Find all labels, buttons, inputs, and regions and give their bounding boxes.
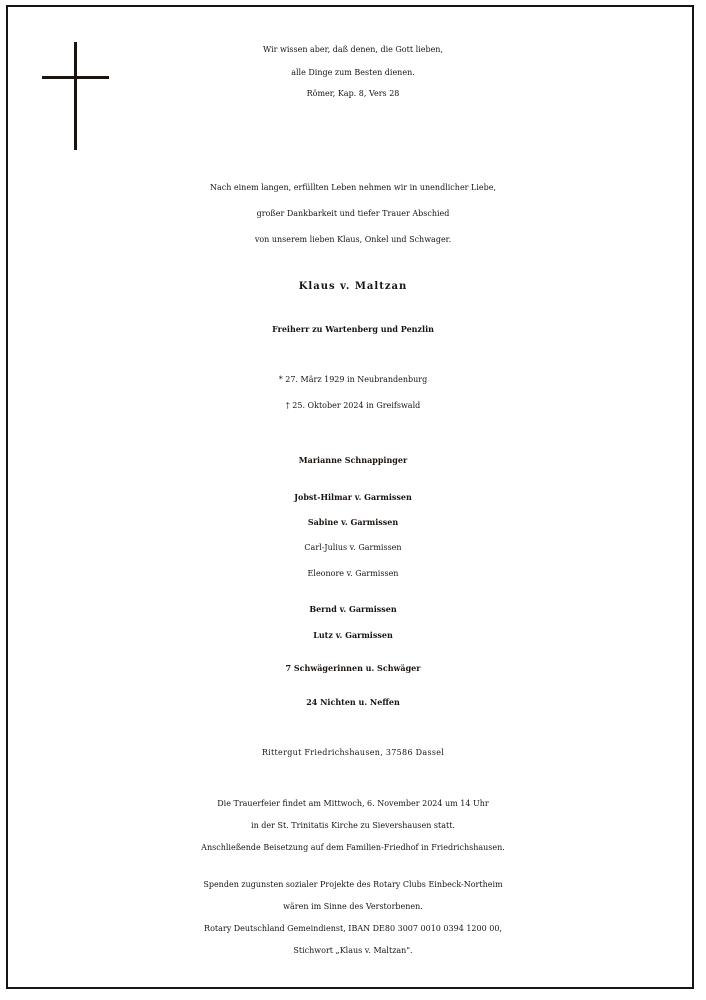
intro-line-2: großer Dankbarkeit und tiefer Trauer Abschied: [256, 209, 450, 218]
deceased-title: Freiherr zu Wartenberg und Penzlin: [272, 324, 434, 334]
deceased-name: Klaus v. Maltzan: [298, 281, 408, 292]
donation-line-2: wären im Sinne des Verstorbenen.: [283, 902, 423, 911]
verse-source: Römer, Kap. 8, Vers 28: [306, 89, 400, 98]
donation-line-3: Rotary Deutschland Gemeindienst, IBAN DE80 3007 0010 0394 1200 00,: [204, 924, 502, 933]
intro-line-1: Nach einem langen, erfüllten Leben nehmen wir in unendlicher Liebe,: [209, 183, 497, 192]
address: Rittergut Friedrichshausen, 37586 Dassel: [261, 748, 445, 757]
funeral-line-3: Anschließende Beisetzung auf dem Familien-Friedhof in Friedrichshausen.: [201, 843, 505, 852]
mourner-6: Bernd v. Garmissen: [309, 604, 397, 614]
birth-date: * 27. März 1929 in Neubrandenburg: [278, 375, 428, 384]
verse-line-1: Wir wissen aber, daß denen, die Gott lieben,: [262, 45, 443, 54]
mourner-3: Sabine v. Garmissen: [307, 517, 399, 527]
mourner-1: Marianne Schnappinger: [298, 455, 408, 465]
mourner-8: 7 Schwägerinnen u. Schwäger: [285, 663, 421, 673]
donation-line-1: Spenden zugunsten sozialer Projekte des Rotary Clubs Einbeck-Northeim: [203, 880, 503, 889]
funeral-line-1: Die Trauerfeier findet am Mittwoch, 6. November 2024 um 14 Uhr: [217, 799, 489, 808]
donation-line-4: Stichwort „Klaus v. Maltzan".: [293, 946, 413, 955]
mourner-2: Jobst-Hilmar v. Garmissen: [294, 492, 412, 502]
mourner-9: 24 Nichten u. Neffen: [306, 697, 400, 707]
verse-line-2: alle Dinge zum Besten dienen.: [291, 68, 415, 77]
death-date: † 25. Oktober 2024 in Greifswald: [285, 401, 421, 410]
mourner-5: Eleonore v. Garmissen: [307, 569, 399, 578]
funeral-line-2: in der St. Trinitatis Kirche zu Sievershausen statt.: [251, 821, 455, 830]
intro-line-3: von unserem lieben Klaus, Onkel und Schwager.: [254, 235, 452, 244]
mourner-4: Carl-Julius v. Garmissen: [304, 543, 402, 552]
mourner-7: Lutz v. Garmissen: [313, 630, 393, 640]
